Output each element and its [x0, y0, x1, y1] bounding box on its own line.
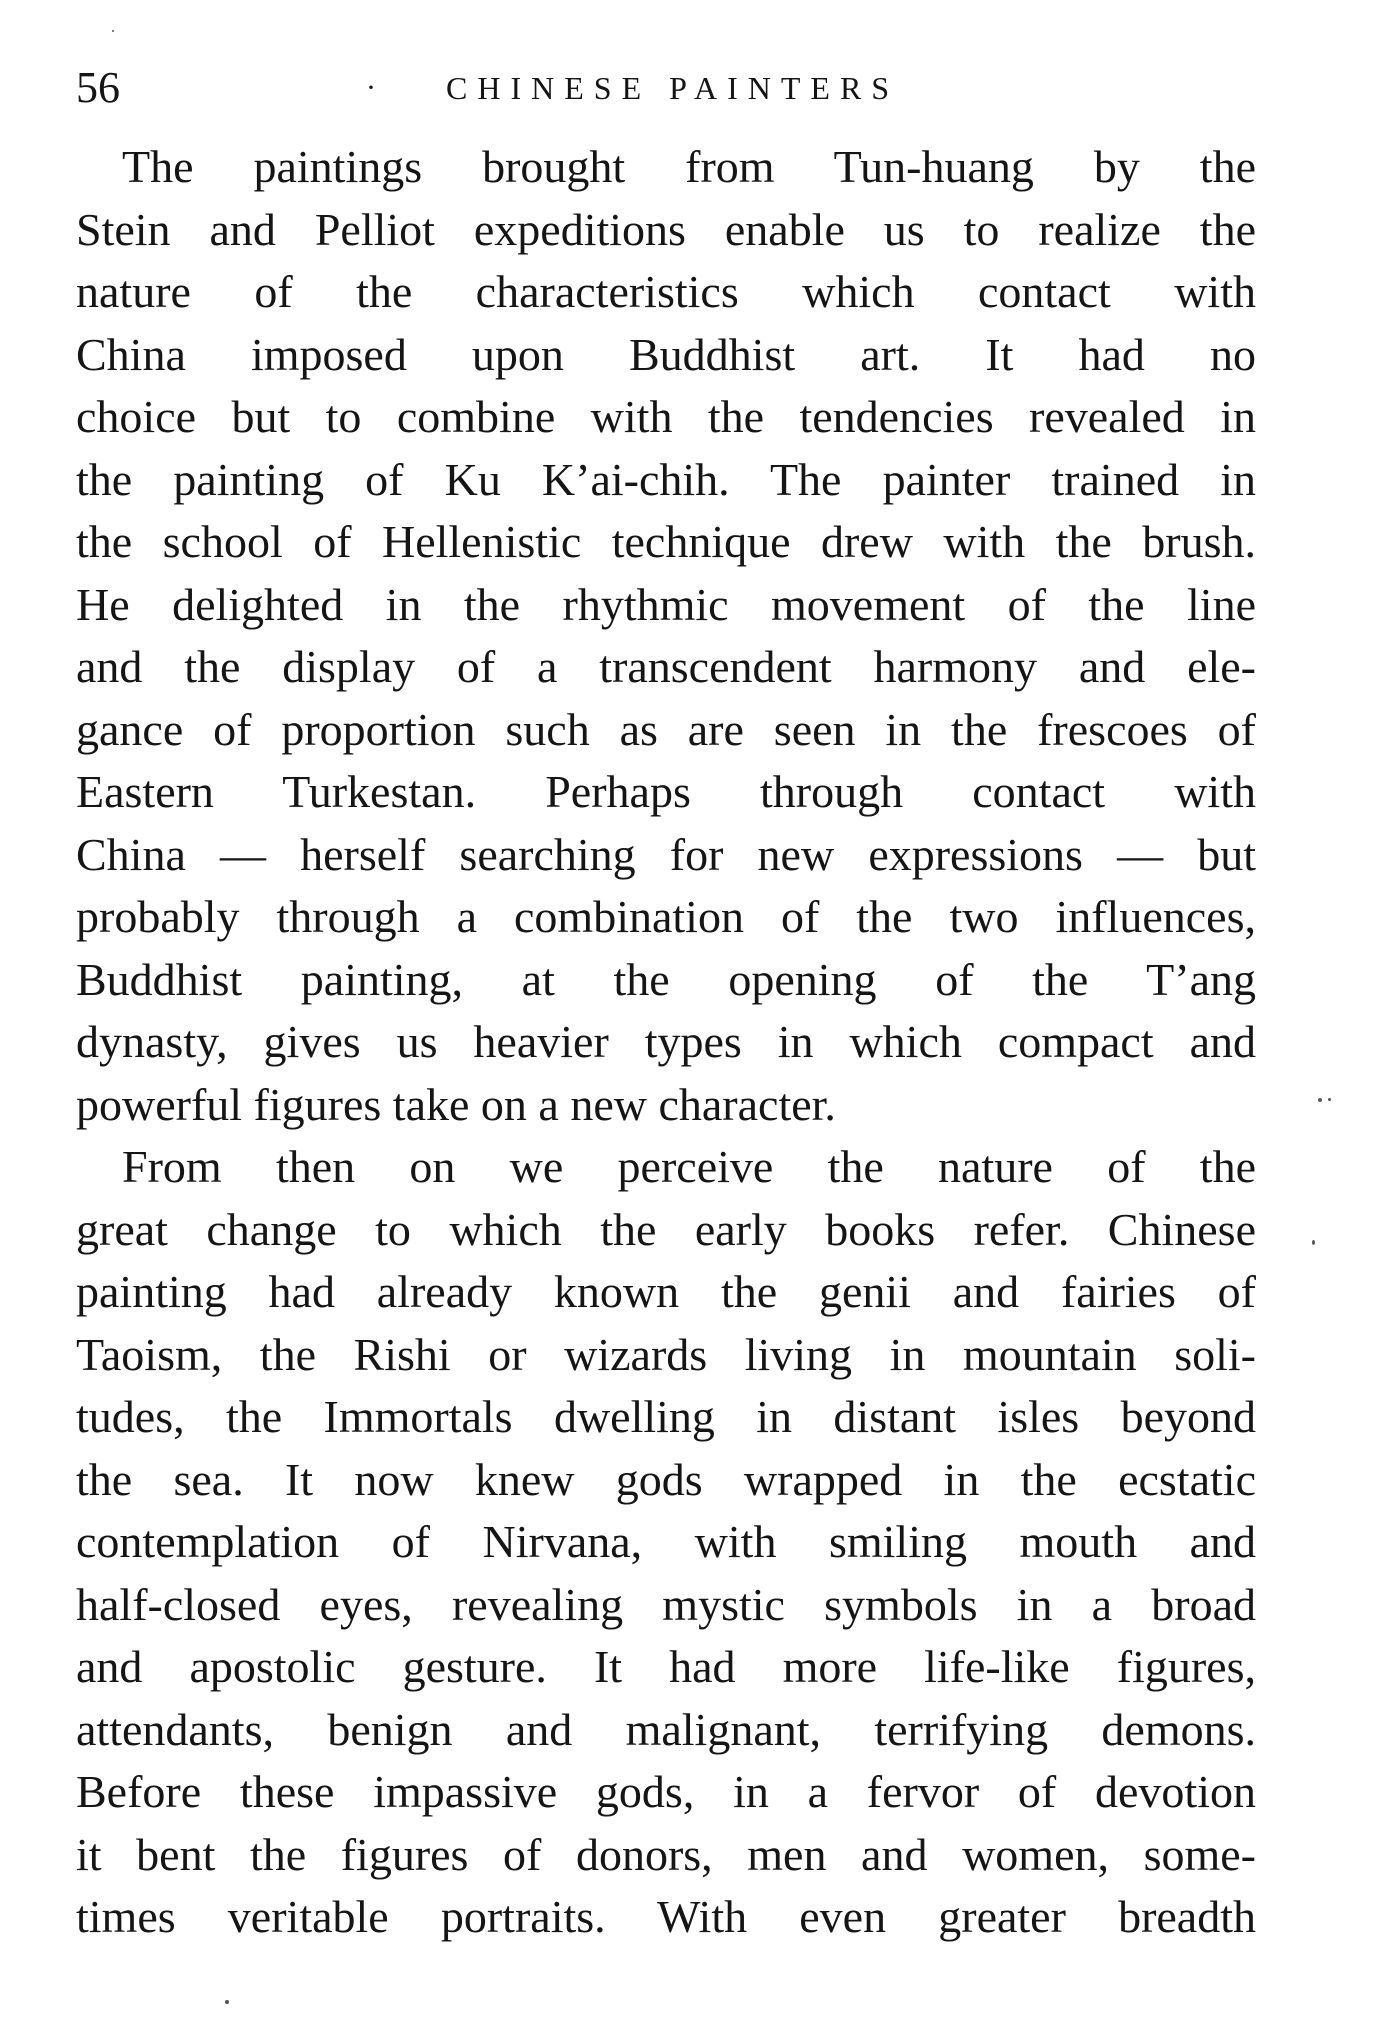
paragraph-2 [76, 1136, 1256, 1949]
text-line: Taoism, the Rishi or wizards living in mountain soli- [76, 1328, 1256, 1380]
text-line: tudes, the Immortals dwelling in distant isles beyond [76, 1391, 1256, 1442]
running-head [76, 58, 1256, 118]
text-line: The paintings brought from Tun-huang by the [122, 141, 1256, 192]
text-line: From then on we perceive the nature of the [122, 1141, 1256, 1192]
text-line: painting had already known the genii and fairies of [76, 1266, 1256, 1317]
scan-speck [225, 2000, 229, 2004]
text-line: attendants, benign and malignant, terrifying demons. [76, 1703, 1256, 1755]
text-line: gance of proportion such as are seen in the frescoes of [76, 703, 1256, 755]
text-line: Buddhist painting, at the opening of the T’ang [76, 953, 1256, 1005]
text-line: nature of the characteristics which contact with [76, 266, 1256, 317]
text-line: the sea. It now knew gods wrapped in the ecstatic [76, 1453, 1256, 1505]
text-line: the school of Hellenistic technique drew with the brush. [76, 516, 1256, 567]
header-separator: · [366, 71, 376, 104]
text-line: dynasty, gives us heavier types in which compact and [76, 1016, 1256, 1067]
text-line: powerful figures take on a new character. [76, 1078, 836, 1130]
text-line: it bent the figures of donors, men and women, some- [76, 1828, 1256, 1880]
scan-speck [1328, 1098, 1331, 1101]
text-line: the painting of Ku K’ai-chih. The painter trained in [76, 453, 1256, 505]
text-line: China — herself searching for new expressions — but [76, 828, 1256, 880]
text-line: half-closed eyes, revealing mystic symbols in a broad [76, 1578, 1256, 1630]
paragraph-1 [76, 136, 1256, 1136]
text-line: Before these impassive gods, in a fervor of devotion [76, 1766, 1256, 1817]
text-line: and apostolic gesture. It had more life-like figures, [76, 1641, 1256, 1692]
body-text [76, 136, 1256, 1949]
text-line: Stein and Pelliot expeditions enable us to realize the [76, 203, 1256, 255]
scan-speck [1318, 1098, 1322, 1102]
scan-speck [1312, 1240, 1315, 1245]
text-line: contemplation of Nirvana, with smiling mouth and [76, 1516, 1256, 1567]
text-line: and the display of a transcendent harmony and ele- [76, 641, 1256, 692]
scan-speck [112, 30, 114, 32]
text-line: China imposed upon Buddhist art. It had no [76, 328, 1256, 380]
running-title: CHINESE PAINTERS [446, 70, 900, 106]
text-line: He delighted in the rhythmic movement of the line [76, 578, 1256, 630]
text-line: times veritable portraits. With even greater breadth [76, 1891, 1256, 1942]
page-number: 56 [76, 63, 120, 112]
text-line: Eastern Turkestan. Perhaps through contact with [76, 766, 1256, 817]
text-line: probably through a combination of the two influences, [76, 891, 1256, 942]
text-line: choice but to combine with the tendencies revealed in [76, 391, 1256, 442]
text-line: great change to which the early books refer. Chinese [76, 1203, 1256, 1255]
